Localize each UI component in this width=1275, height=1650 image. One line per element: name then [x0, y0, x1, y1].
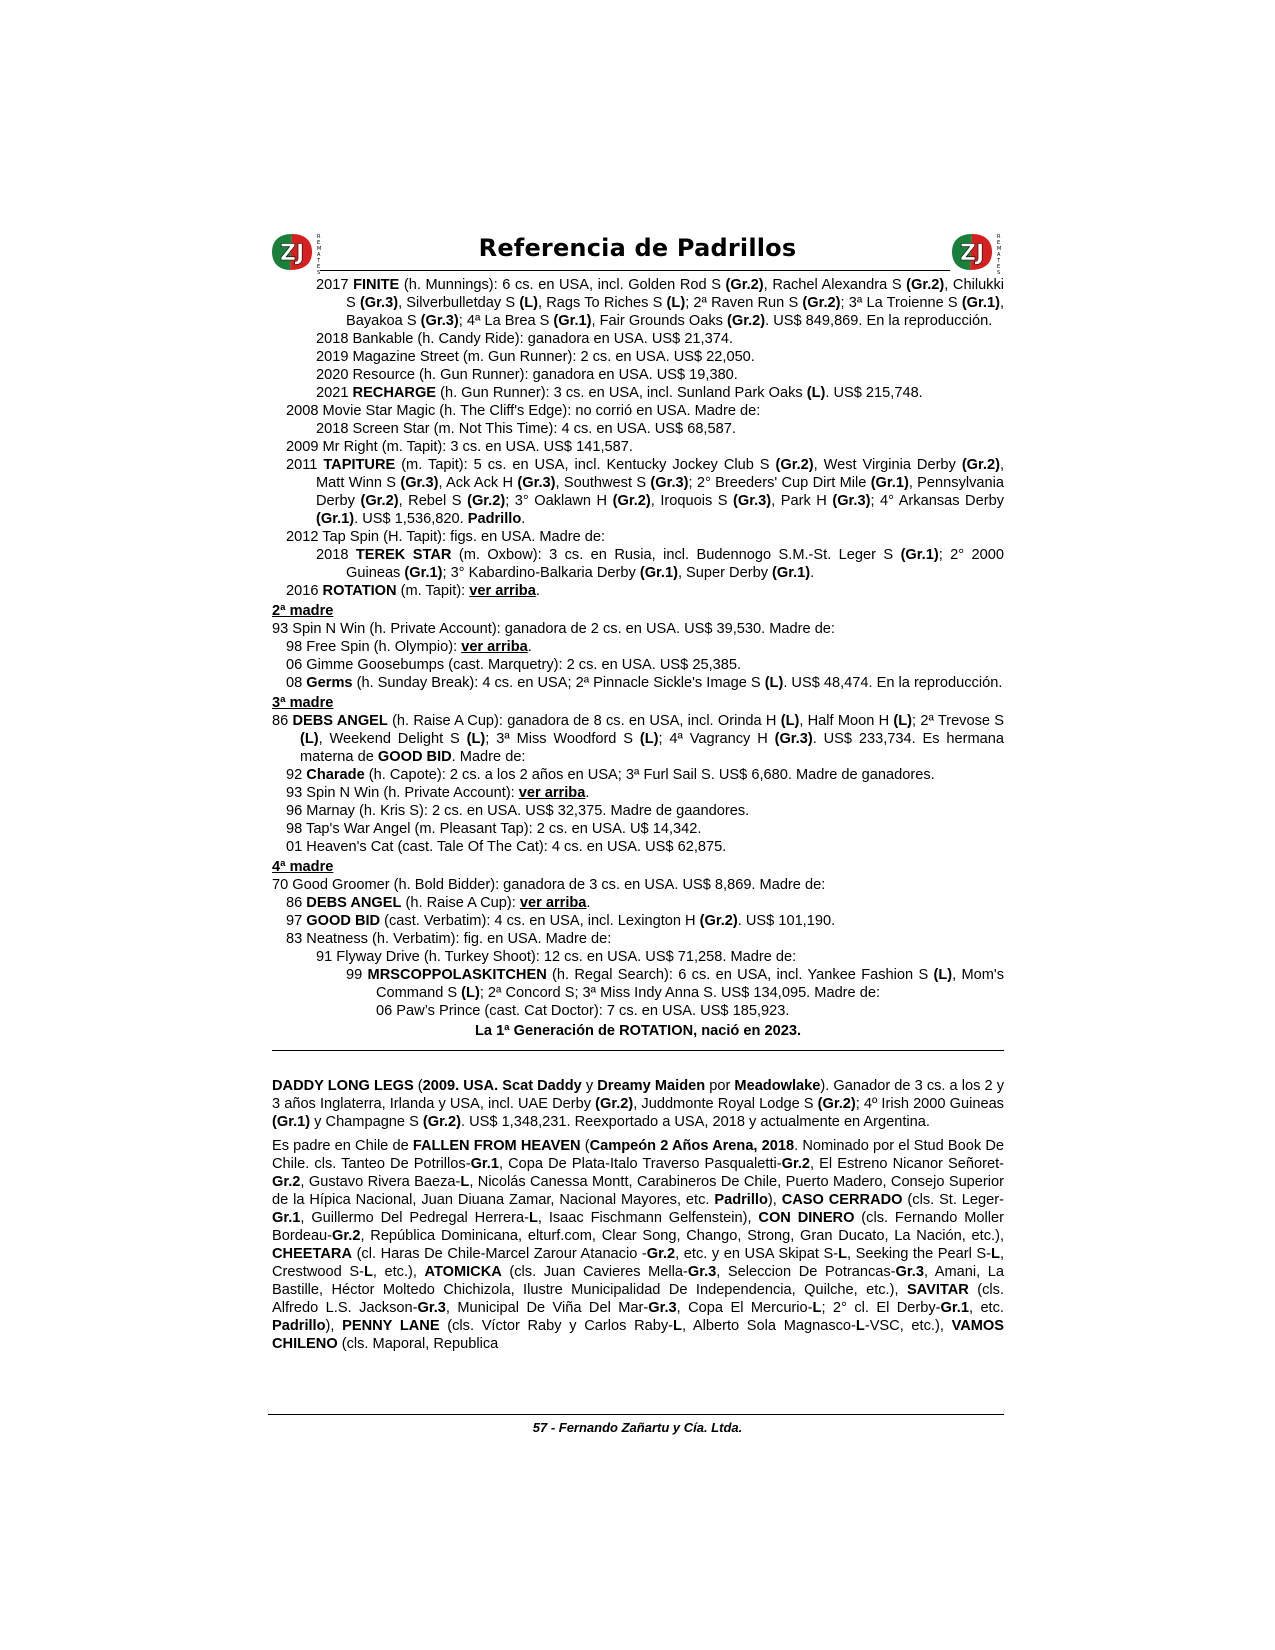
list-item: 93 Spin N Win (h. Private Account): ver arriba. [286, 785, 590, 801]
section-heading-4a-madre: 4ª madre [272, 859, 334, 875]
section-divider [272, 1050, 1004, 1051]
list-item: 2008 Movie Star Magic (h. The Cliff's Edge): no corrió en USA. Madre de: [286, 403, 761, 419]
list-item: 93 Spin N Win (h. Private Account): ganadora de 2 cs. en USA. US$ 39,530. Madre de: [272, 621, 835, 637]
list-item: 2021 RECHARGE (h. Gun Runner): 3 cs. en USA, incl. Sunland Park Oaks (L). US$ 215,748. [316, 385, 923, 401]
list-item: 2009 Mr Right (m. Tapit): 3 cs. en USA. US$ 141,587. [286, 439, 633, 455]
list-item: 2017 FINITE (h. Munnings): 6 cs. en USA, incl. Golden Rod S (Gr.2), Rachel Alexandra S (Gr.2), Chilukki S (Gr.3), Silverbulletday S (L), Rags To Riches S (L); 2ª Raven Run S (Gr.2); 3ª La Troienne S (Gr.1), Bayakoa S (Gr.3); 4ª La Brea S (Gr.1), Fair Grounds Oaks (Gr.2). US$ 849,869. En la reproducción. [316, 277, 1005, 329]
list-item: 2020 Resource (h. Gun Runner): ganadora en USA. US$ 19,380. [316, 367, 738, 383]
svg-text:T: T [317, 258, 321, 264]
svg-text:ZJ: ZJ [960, 241, 985, 266]
document-body [272, 276, 1004, 1353]
svg-text:T: T [997, 258, 1001, 264]
fourth-dam-list [272, 876, 1004, 1020]
svg-text:A: A [997, 252, 1001, 258]
list-item: 83 Neatness (h. Verbatim): fig. en USA. Madre de: [286, 931, 612, 947]
list-item: 2019 Magazine Street (m. Gun Runner): 2 cs. en USA. US$ 22,050. [316, 349, 755, 365]
list-item: 98 Free Spin (h. Olympio): ver arriba. [286, 639, 532, 655]
svg-text:ZJ: ZJ [280, 241, 305, 266]
svg-text:R: R [997, 234, 1001, 240]
list-item: 2018 TEREK STAR (m. Oxbow): 3 cs. en Rusia, incl. Budennogo S.M.-St. Leger S (Gr.1); 2° 2000 Guineas (Gr.1); 3° Kabardino-Balkaria Derby (Gr.1), Super Derby (Gr.1). [316, 547, 1004, 581]
rotation-dam-progeny [272, 276, 1004, 402]
list-item: 2016 ROTATION (m. Tapit): ver arriba. [286, 583, 540, 599]
list-item: 06 Gimme Goosebumps (cast. Marquetry): 2 cs. en USA. US$ 25,385. [286, 657, 742, 673]
list-item: 98 Tap's War Angel (m. Pleasant Tap): 2 cs. en USA. U$ 14,342. [286, 821, 702, 837]
svg-text:S: S [317, 270, 321, 274]
list-item: 2018 Bankable (h. Candy Ride): ganadora en USA. US$ 21,374. [316, 331, 734, 347]
daddy-long-legs-progeny: Es padre en Chile de FALLEN FROM HEAVEN (Campeón 2 Años Arena, 2018. Nominado por el Stud Book De Chile. cls. Tanteo De Potrillos-Gr.1, Copa De Plata-Italo Traverso Pasqualetti-Gr.2, El Estreno Nicanor Señoret-Gr.2, Gustavo Rivera Baeza-L, Nicolás Canessa Montt, Carabineros De Chile, Puerto Madero, Consejo Superior de la Hípica Nacional, Juan Diuana Zamar, Nacional Mayores, etc. Padrillo), CASO CERRADO (cls. St. Leger-Gr.1, Guillermo Del Pedregal Herrera-L, Isaac Fischmann Gelfenstein), CON DINERO (cls. Fernando Moller Bordeau-Gr.2, República Dominicana, elturf.com, Clear Song, Chango, Strong, Gran Ducato, La Nación, etc.), CHEETARA (cl. Haras De Chile-Marcel Zarour Atanacio -Gr.2, etc. y en USA Skipat S-L, Seeking the Pearl S-L, Crestwood S-L, etc.), ATOMICKA (cls. Juan Cavieres Mella-Gr.3, Seleccion De Potrancas-Gr.3, Amani, La Bastille, Héctor Moltedo Chichizola, Ilustre Municipalidad De Independencia, Quilche, etc.), SAVITAR (cls. Alfredo L.S. Jackson-Gr.3, Municipal De Viña Del Mar-Gr.3, Copa El Mercurio-L; 2° cl. El Derby-Gr.1, etc. Padrillo), PENNY LANE (cls. Víctor Raby y Carlos Raby-L, Alberto Sola Magnasco-L-VSC, etc.), VAMOS CHILENO (cls. Maporal, Republica [272, 1138, 1005, 1352]
header-divider [320, 270, 950, 271]
generation-note: La 1ª Generación de ROTATION, nació en 2023. [474, 1023, 801, 1039]
list-item: 08 Germs (h. Sunday Break): 4 cs. en USA; 2ª Pinnacle Sickle's Image S (L). US$ 48,474. En la reproducción. [286, 675, 1003, 691]
svg-text:R: R [317, 234, 321, 240]
list-item: 2011 TAPITURE (m. Tapit): 5 cs. en USA, incl. Kentucky Jockey Club S (Gr.2), West Virginia Derby (Gr.2), Matt Winn S (Gr.3), Ack Ack H (Gr.3), Southwest S (Gr.3); 2° Breeders' Cup Dirt Mile (Gr.1), Pennsylvania Derby (Gr.2), Rebel S (Gr.2); 3° Oaklawn H (Gr.2), Iroquois S (Gr.3), Park H (Gr.3); 4° Arkansas Derby (Gr.1). US$ 1,536,820. Padrillo. [286, 457, 1004, 527]
list-item: 2018 Screen Star (m. Not This Time): 4 cs. en USA. US$ 68,587. [316, 421, 736, 437]
list-item: 86 DEBS ANGEL (h. Raise A Cup): ver arriba. [286, 895, 591, 911]
svg-text:E: E [317, 264, 321, 270]
list-item: 97 GOOD BID (cast. Verbatim): 4 cs. en USA, incl. Lexington H (Gr.2). US$ 101,190. [286, 913, 836, 929]
svg-text:E: E [997, 264, 1001, 270]
svg-text:E: E [997, 240, 1001, 246]
footer-divider [268, 1414, 1004, 1415]
list-item: 01 Heaven's Cat (cast. Tale Of The Cat): 4 cs. en USA. US$ 62,875. [286, 839, 727, 855]
list-item: 86 DEBS ANGEL (h. Raise A Cup): ganadora de 8 cs. en USA, incl. Orinda H (L), Half Moon H (L); 2ª Trevose S (L), Weekend Delight S (L); 3ª Miss Woodford S (L); 4ª Vagrancy H (Gr.3). US$ 233,734. Es hermana materna de GOOD BID. Madre de: [272, 713, 1004, 765]
list-item: 91 Flyway Drive (h. Turkey Shoot): 12 cs. en USA. US$ 71,258. Madre de: [316, 949, 797, 965]
svg-text:M: M [997, 246, 1002, 252]
daddy-long-legs-intro: DADDY LONG LEGS (2009. USA. Scat Daddy y Dreamy Maiden por Meadowlake). Ganador de 3 cs. a los 2 y 3 años Inglaterra, Irlanda y USA, incl. UAE Derby (Gr.2), Juddmonte Royal Lodge S (Gr.2); 4º Irish 2000 Guineas (Gr.1) y Champagne S (Gr.2). US$ 1,348,231. Reexportado a USA, 2018 y actualmente en Argentina. [272, 1078, 1005, 1130]
page-footer: 57 - Fernando Zañartu y Cía. Ltda. [532, 1420, 743, 1435]
third-dam-list [272, 712, 1004, 856]
svg-text:S: S [997, 270, 1001, 274]
second-dam-list [272, 620, 1004, 692]
list-item: 99 MRSCOPPOLASKITCHEN (h. Regal Search): 6 cs. en USA, incl. Yankee Fashion S (L), Mom's Command S (L); 2ª Concord S; 3ª Miss Indy Anna S. US$ 134,095. Madre de: [346, 967, 1004, 1001]
svg-text:M: M [317, 246, 322, 252]
section-heading-3a-madre: 3ª madre [272, 695, 334, 711]
dam-progeny-list [272, 402, 1004, 600]
list-item: 92 Charade (h. Capote): 2 cs. a los 2 años en USA; 3ª Furl Sail S. US$ 6,680. Madre de ganadores. [286, 767, 935, 783]
list-item: 96 Marnay (h. Kris S): 2 cs. en USA. US$ 32,375. Madre de gaandores. [286, 803, 750, 819]
section-heading-2a-madre: 2ª madre [272, 603, 334, 619]
list-item: 70 Good Groomer (h. Bold Bidder): ganadora de 3 cs. en USA. US$ 8,869. Madre de: [272, 877, 826, 893]
list-item: 2012 Tap Spin (H. Tapit): figs. en USA. Madre de: [286, 529, 606, 545]
svg-text:A: A [317, 252, 321, 258]
page-title: Referencia de Padrillos [478, 234, 797, 262]
list-item: 06 Paw’s Prince (cast. Cat Doctor): 7 cs. en USA. US$ 185,923. [376, 1003, 790, 1019]
svg-text:E: E [317, 240, 321, 246]
